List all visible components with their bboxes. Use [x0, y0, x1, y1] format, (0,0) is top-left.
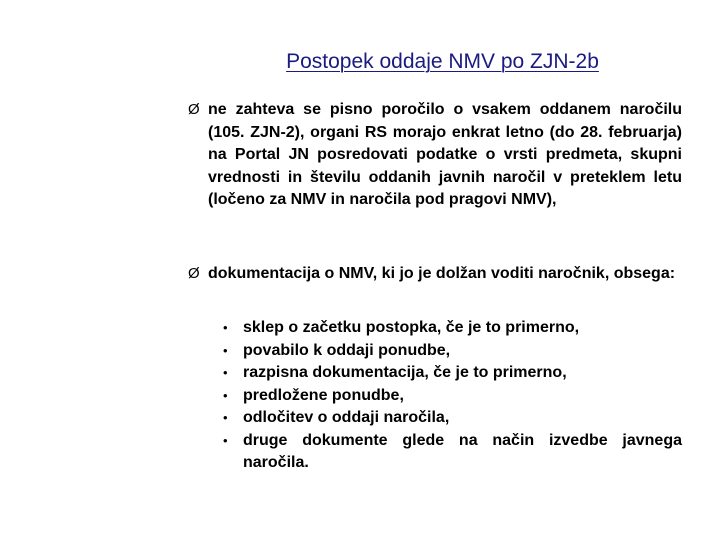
- list-item: [223, 407, 682, 430]
- slide-title: Postopek oddaje NMV po ZJN-2b: [286, 50, 599, 73]
- bullet-item-report: [188, 99, 682, 212]
- list-item: [223, 340, 682, 363]
- list-item-text: druge dokumente glede na način izvedbe javnega naročila.: [243, 431, 682, 471]
- dot-bullet-icon: •: [223, 342, 228, 358]
- list-item-text: povabilo k oddaji ponudbe,: [243, 341, 451, 359]
- bullet-item-documentation: [188, 263, 682, 286]
- list-item-text: sklep o začetku postopka, če je to primerno,: [243, 319, 580, 336]
- dot-bullet-icon: •: [223, 432, 228, 448]
- list-item: [223, 385, 682, 408]
- arrow-bullet-icon: Ø: [188, 265, 200, 282]
- list-item: [223, 430, 682, 475]
- list-item-text: predložene ponudbe,: [243, 386, 404, 404]
- list-item: [223, 317, 682, 340]
- list-item-text: razpisna dokumentacija, če je to primerno,: [243, 364, 567, 381]
- bullet-text: ne zahteva se pisno poročilo o vsakem oddanem naročilu (105. ZJN-2), organi RS morajo enkrat letno (do 28. februarja) na Portal JN posredovati podatke o vrsti predmeta, skupni vrednosti in številu oddanih javnih naročil v preteklem letu (ločeno za NMV in naročila pod pragovi NMV),: [208, 101, 682, 208]
- dot-bullet-icon: •: [223, 387, 228, 403]
- documentation-list: [223, 317, 682, 475]
- dot-bullet-icon: •: [223, 320, 228, 335]
- bullet-text: dokumentacija o NMV, ki jo je dolžan voditi naročnik, obsega:: [208, 265, 676, 282]
- list-item-text: odločitev o oddaji naročila,: [243, 409, 450, 426]
- list-item: [223, 362, 682, 385]
- dot-bullet-icon: •: [223, 365, 228, 380]
- arrow-bullet-icon: Ø: [188, 101, 200, 118]
- dot-bullet-icon: •: [223, 410, 228, 425]
